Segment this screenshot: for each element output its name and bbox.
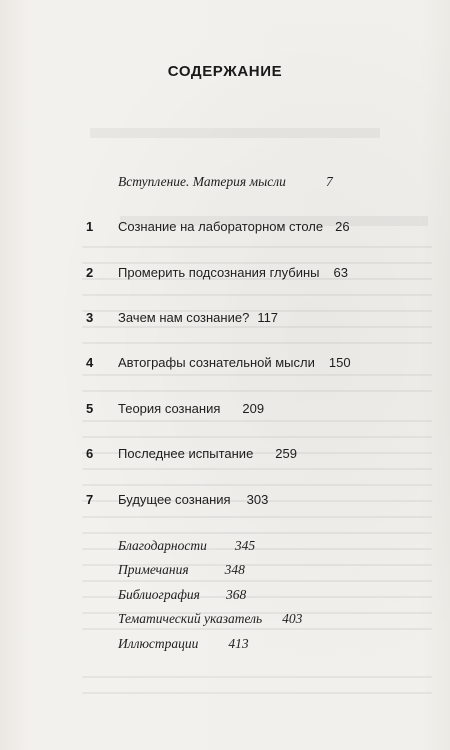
bleed-through xyxy=(82,676,432,678)
toc-entry-chapter-6[interactable] xyxy=(118,446,297,462)
toc-entry-label: Автографы сознательной мысли xyxy=(118,355,315,370)
toc-entry-chapter-4[interactable] xyxy=(118,355,351,371)
toc-entry-acknowledgements[interactable] xyxy=(118,538,255,554)
bleed-through xyxy=(82,262,432,264)
toc-entry-bibliography[interactable] xyxy=(118,587,246,603)
bleed-through xyxy=(82,420,432,422)
toc-page-number: 303 xyxy=(246,492,269,507)
toc-page-number: 368 xyxy=(225,587,247,602)
bleed-through xyxy=(82,628,432,630)
toc-entry-label: Теория сознания xyxy=(118,401,221,416)
toc-page-number: 63 xyxy=(333,265,348,280)
page-title: СОДЕРЖАНИЕ xyxy=(167,63,283,80)
bleed-through xyxy=(82,342,432,344)
toc-entry-label: Вступление. Материя мысли xyxy=(118,174,286,189)
toc-entry-label: Примечания xyxy=(118,562,189,577)
toc-page-number: 345 xyxy=(234,538,256,553)
bleed-through xyxy=(82,374,432,376)
toc-page-number: 209 xyxy=(242,401,265,416)
toc-entry-intro[interactable] xyxy=(118,174,286,190)
toc-entry-intro-page xyxy=(326,174,333,190)
bleed-through xyxy=(82,390,432,392)
bleed-through xyxy=(90,128,380,138)
toc-entry-label: Зачем нам сознание? xyxy=(118,310,250,325)
toc-entry-label: Последнее испытание xyxy=(118,446,254,461)
toc-entry-label: Сознание на лабораторном столе xyxy=(118,219,324,234)
bleed-through xyxy=(82,532,432,534)
toc-page-number: 150 xyxy=(328,355,351,370)
toc-page-number: 348 xyxy=(224,562,245,577)
bleed-through xyxy=(82,468,432,470)
toc-entry-label: Будущее сознания xyxy=(118,492,231,507)
toc-page-number: 26 xyxy=(335,219,350,234)
bleed-through xyxy=(82,246,432,248)
bleed-through xyxy=(82,692,432,694)
toc-entry-label: Тематический указатель xyxy=(118,611,263,626)
toc-entry-index[interactable] xyxy=(118,611,302,627)
chapter-number: 5 xyxy=(86,401,94,416)
toc-entry-chapter-3[interactable] xyxy=(118,310,278,326)
chapter-number: 7 xyxy=(86,492,94,507)
bleed-through xyxy=(82,516,432,518)
chapter-number: 1 xyxy=(86,219,94,234)
toc-entry-label: Благодарности xyxy=(118,538,207,553)
chapter-number: 2 xyxy=(86,265,94,280)
toc-entry-label: Промерить подсознания глубины xyxy=(118,265,320,280)
chapter-number: 6 xyxy=(86,446,94,461)
chapter-number: 4 xyxy=(86,355,94,370)
toc-entry-illustrations[interactable] xyxy=(118,636,249,652)
toc-page-number: 7 xyxy=(326,174,333,189)
toc-entry-chapter-1[interactable] xyxy=(118,219,350,235)
toc-page-number: 413 xyxy=(228,636,249,651)
toc-entry-chapter-7[interactable] xyxy=(118,492,268,508)
toc-page-number: 259 xyxy=(275,446,297,461)
bleed-through xyxy=(82,436,432,438)
chapter-number: 3 xyxy=(86,310,94,325)
toc-entry-chapter-5[interactable] xyxy=(118,401,264,417)
toc-entry-chapter-2[interactable] xyxy=(118,265,348,281)
toc-entry-label: Иллюстрации xyxy=(118,636,199,651)
toc-entry-notes[interactable] xyxy=(118,562,245,578)
bleed-through xyxy=(82,294,432,296)
toc-entry-label: Библиография xyxy=(118,587,200,602)
bleed-through xyxy=(82,326,432,328)
toc-page-number: 117 xyxy=(257,310,279,325)
bleed-through xyxy=(82,580,432,582)
bleed-through xyxy=(82,484,432,486)
toc-page-number: 403 xyxy=(282,611,303,626)
